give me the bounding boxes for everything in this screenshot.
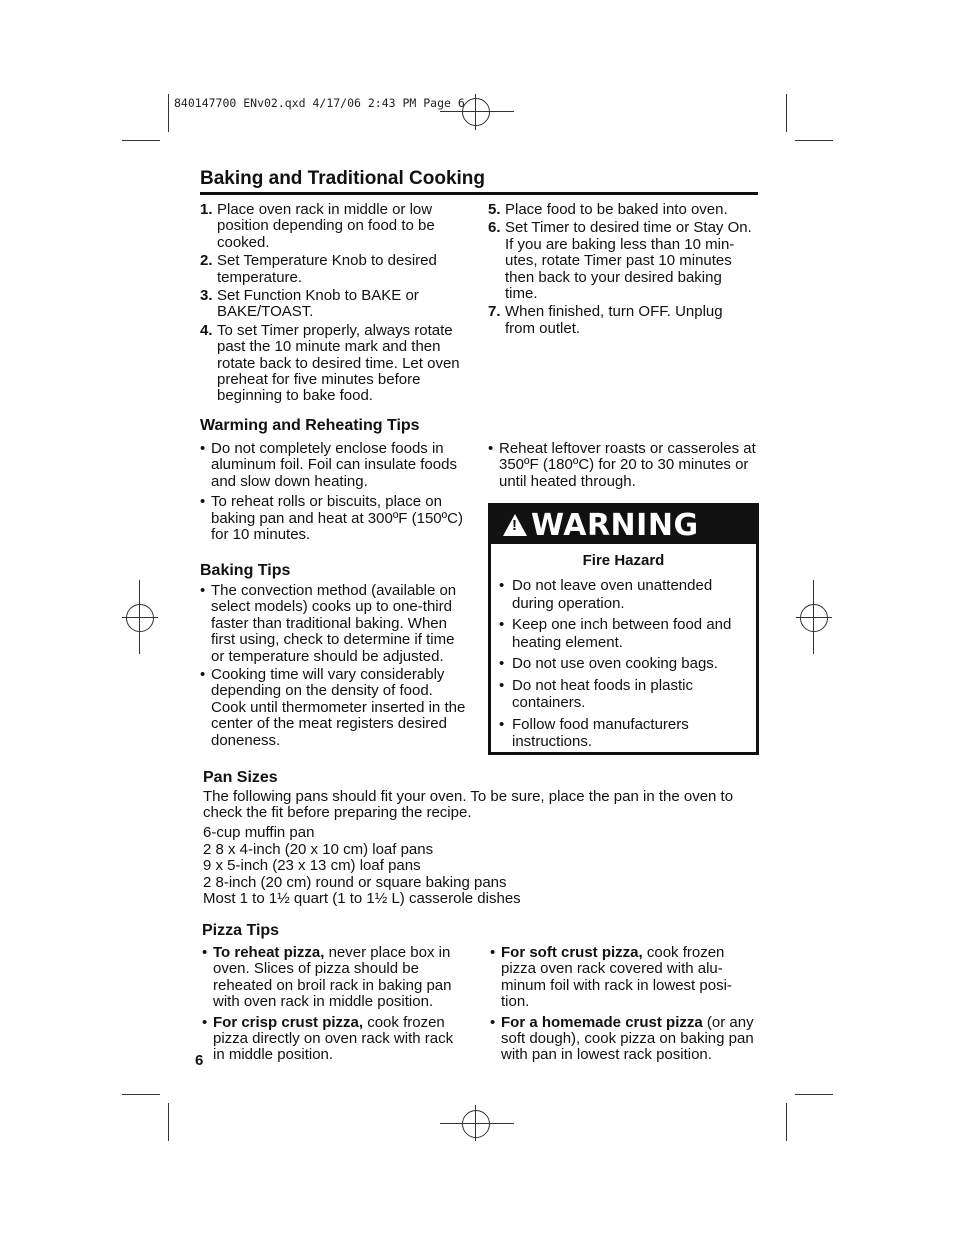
pizza-list-left [202, 945, 466, 1068]
bullet-icon: • [200, 582, 206, 599]
page-title: Baking and Traditional Cooking [200, 168, 486, 189]
warning-label: WARNING [531, 507, 699, 543]
warning-item [499, 716, 748, 751]
pan-sizes-list [203, 825, 763, 908]
bullet-icon: • [200, 493, 206, 511]
steps-left [200, 202, 468, 407]
list-item-text: To reheat rolls or biscuits, place on baking pan and heat at 300ºF (150ºC) for 10 minutes. [211, 493, 463, 544]
tip-lead: For a homemade crust pizza [501, 1013, 703, 1031]
registration-line [475, 1105, 476, 1141]
warning-item [499, 655, 748, 673]
warning-triangle-icon [503, 514, 527, 536]
step-text: Place food to be baked into oven. [505, 201, 728, 218]
bullet-icon: • [499, 577, 505, 594]
step-number: 1. [200, 201, 213, 218]
list-item [202, 945, 466, 1011]
step-item [200, 323, 468, 405]
registration-line [440, 111, 514, 112]
list-item-text: Reheat leftover roasts or casseroles at 350ºF (180ºC) for 20 to 30 minutes or until heated through. [499, 440, 756, 490]
tip-text: never place box in oven. Slices of pizza should be reheated on broil rack in baking pan with oven rack in middle position. [213, 944, 452, 1011]
bullet-icon: • [202, 1013, 208, 1031]
step-item [200, 288, 468, 321]
crop-mark [795, 140, 833, 141]
step-text: When finished, turn OFF. Unplug from outlet. [505, 303, 723, 337]
crop-mark [795, 1094, 833, 1095]
tip-text: cook frozen pizza oven rack covered with alu- minum foil with rack in lowest posi- tion. [501, 944, 732, 1011]
registration-mark-icon [462, 98, 490, 126]
step-text: Place oven rack in middle or low position depending on food to be cooked. [217, 201, 435, 251]
bullet-icon: • [490, 944, 496, 961]
steps-right [488, 202, 756, 339]
list-item-text: Cooking time will vary considerably depending on the density of food. Cook until thermometer inserted in the center of the meat registers desired doneness. [211, 666, 466, 749]
step-item [200, 253, 468, 286]
step-number: 6. [488, 219, 501, 237]
warning-body [491, 544, 756, 751]
warming-heading: Warming and Reheating Tips [200, 417, 420, 434]
registration-mark-icon [800, 604, 828, 632]
tip-lead: For crisp crust pizza, [213, 1013, 364, 1031]
list-item [200, 667, 468, 749]
registration-line [475, 94, 476, 130]
crop-mark [168, 94, 169, 132]
bullet-icon: • [499, 616, 505, 633]
pan-size-item: 2 8-inch (20 cm) round or square baking pans [203, 873, 507, 891]
warning-item-text: Follow food manufacturers instructions. [512, 715, 689, 750]
step-number: 5. [488, 201, 501, 218]
warming-list-left [200, 441, 470, 547]
list-item [202, 1015, 466, 1064]
registration-line [122, 617, 158, 618]
tip-lead: For soft crust pizza, [501, 944, 643, 961]
step-number: 7. [488, 303, 501, 321]
step-item [488, 202, 756, 218]
pan-sizes-heading: Pan Sizes [203, 769, 278, 786]
pan-size-item: 2 8 x 4-inch (20 x 10 cm) loaf pans [203, 840, 434, 858]
list-item [488, 441, 756, 490]
step-text: Set Function Knob to BAKE or BAKE/TOAST. [217, 287, 419, 321]
step-number: 4. [200, 321, 213, 339]
step-number: 3. [200, 287, 213, 305]
registration-line [796, 617, 832, 618]
step-text: Set Temperature Knob to desired temperature. [217, 252, 437, 286]
pan-size-item: 9 x 5-inch (23 x 13 cm) loaf pans [203, 857, 421, 874]
registration-mark-icon [126, 604, 154, 632]
bullet-icon: • [499, 715, 505, 733]
warning-box [488, 503, 759, 755]
step-text: To set Timer properly, always rotate past the 10 minute mark and then rotate back to desired time. Let oven preheat for five minutes before beginning to bake food. [217, 321, 460, 405]
crop-mark [122, 1094, 160, 1095]
step-item [200, 202, 468, 251]
bullet-icon: • [200, 666, 206, 684]
bullet-icon: • [202, 944, 208, 961]
title-rule [200, 192, 758, 195]
warning-item-text: Keep one inch between food and heating element. [512, 616, 732, 651]
pan-size-item: Most 1 to 1½ quart (1 to 1½ L) casserole dishes [203, 890, 521, 907]
warning-symbol: ! [512, 517, 517, 534]
warning-item-text: Do not heat foods in plastic containers. [512, 676, 693, 711]
list-item [490, 1015, 762, 1064]
bullet-icon: • [490, 1013, 496, 1031]
pan-sizes-intro: The following pans should fit your oven. To be sure, place the pan in the oven to check the fit before preparing the recipe. [203, 788, 734, 822]
warning-item [499, 577, 748, 612]
step-item [488, 304, 756, 337]
step-number: 2. [200, 252, 213, 270]
pizza-tips-heading: Pizza Tips [202, 922, 280, 939]
list-item [200, 494, 470, 543]
crop-mark [786, 1103, 787, 1141]
crop-mark [168, 1103, 169, 1141]
print-slug: 840147700 ENv02.qxd 4/17/06 2:43 PM Page 6 [174, 96, 465, 110]
tip-text: (or any soft dough), cook pizza on baking pan with pan in lowest rack position. [501, 1013, 754, 1064]
pizza-list-right [490, 945, 762, 1068]
bullet-icon: • [488, 440, 494, 457]
step-item [488, 220, 756, 302]
tip-text: cook frozen pizza directly on oven rack with rack in middle position. [213, 1013, 454, 1064]
warming-list-right [488, 441, 756, 494]
warning-item-text: Do not use oven cooking bags. [512, 655, 718, 672]
registration-line [139, 580, 140, 654]
list-item-text: Do not completely enclose foods in aluminum foil. Foil can insulate foods and slow down heating. [211, 440, 457, 490]
warning-item [499, 677, 748, 712]
baking-tips-heading: Baking Tips [200, 562, 291, 579]
registration-line [440, 1123, 514, 1124]
fire-hazard-heading: Fire Hazard [582, 552, 665, 569]
baking-tips-list [200, 583, 468, 751]
warning-item [499, 616, 748, 651]
registration-mark-icon [462, 1110, 490, 1138]
warning-banner [491, 506, 756, 544]
page-number: 6 [195, 1052, 204, 1069]
warning-item-text: Do not leave oven unattended during operation. [512, 577, 713, 612]
bullet-icon: • [200, 440, 206, 457]
step-text: Set Timer to desired time or Stay On. If you are baking less than 10 min- utes, rotate Timer past 10 minutes then back to your desired baking time. [505, 219, 752, 303]
crop-mark [786, 94, 787, 132]
list-item [490, 945, 762, 1011]
list-item [200, 441, 470, 490]
registration-line [813, 580, 814, 654]
pan-size-item: 6-cup muffin pan [203, 824, 315, 841]
list-item [200, 583, 468, 665]
list-item-text: The convection method (available on select models) cooks up to one-third faster than traditional baking. When first using, check to determine if time or temperature should be adjusted. [211, 582, 457, 665]
tip-lead: To reheat pizza, [213, 944, 325, 961]
bullet-icon: • [499, 676, 505, 694]
bullet-icon: • [499, 655, 505, 672]
crop-mark [122, 140, 160, 141]
